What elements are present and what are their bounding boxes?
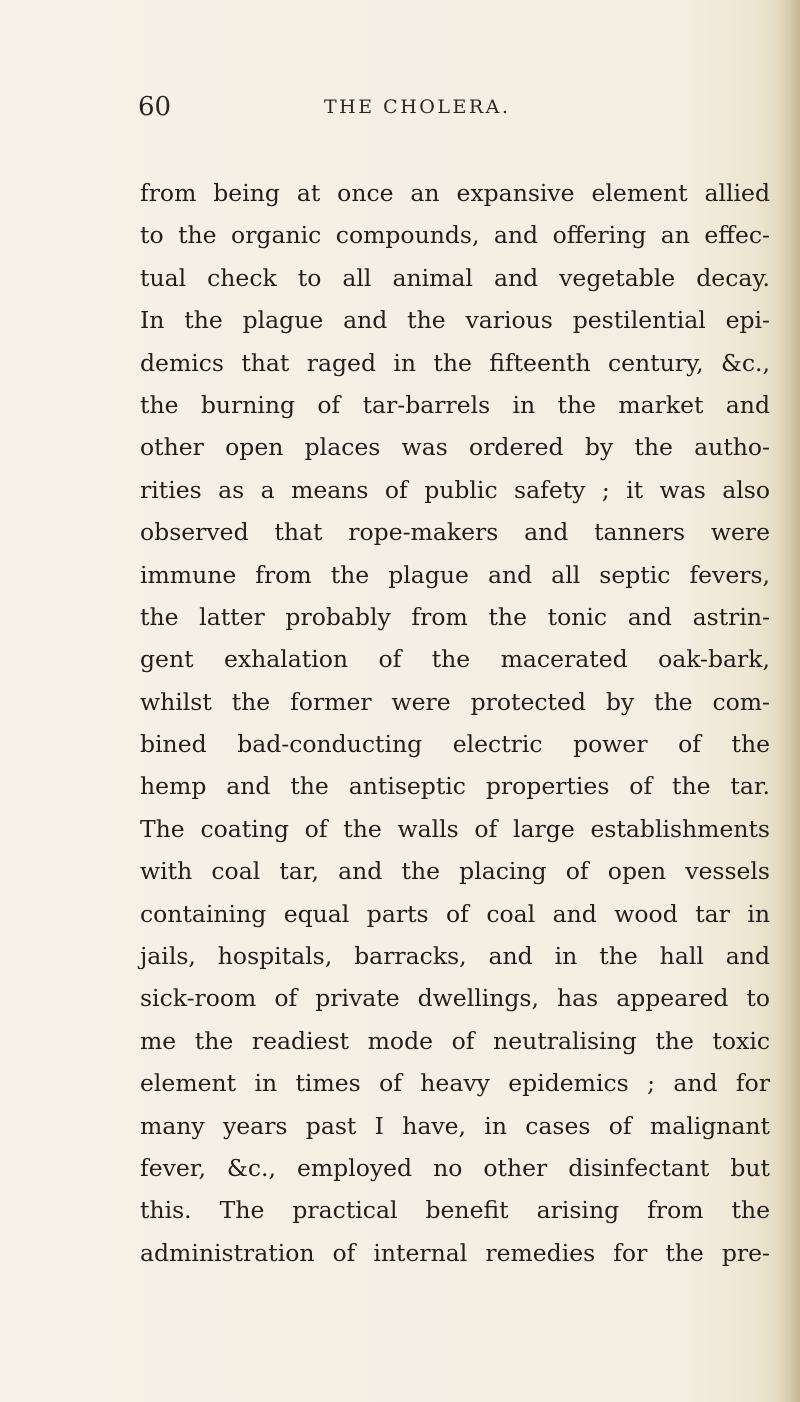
page-number: 60: [138, 92, 172, 122]
body-text: [140, 172, 770, 1274]
text-line: jails, hospitals, barracks, and in the hall and: [140, 942, 770, 971]
text-line: from being at once an expansive element allied: [140, 179, 770, 207]
text-line: administration of internal remedies for the pre-: [140, 1238, 770, 1267]
text-line: the latter probably from the tonic and astrin-: [140, 602, 770, 631]
text-line: other open places was ordered by the autho-: [140, 433, 770, 462]
text-line: this. The practical benefit arising from the: [140, 1196, 770, 1225]
text-line: fever, &c., employed no other disinfectant but: [140, 1153, 770, 1182]
text-line: bined bad-conducting electric power of the: [140, 730, 770, 759]
text-line: to the organic compounds, and offering an effec-: [140, 221, 770, 250]
text-line: whilst the former were protected by the com-: [140, 687, 770, 716]
text-line: gent exhalation of the macerated oak-bark,: [140, 645, 770, 674]
text-line: the burning of tar-barrels in the market and: [140, 390, 770, 419]
text-line: hemp and the antiseptic properties of the tar.: [140, 772, 770, 801]
text-line: immune from the plague and all septic fevers,: [140, 560, 770, 589]
text-line: observed that rope-makers and tanners were: [140, 518, 770, 547]
text-line: The coating of the walls of large establishments: [140, 814, 770, 843]
text-line: element in times of heavy epidemics ; and for: [140, 1069, 770, 1098]
text-line: tual check to all animal and vegetable decay.: [140, 263, 770, 292]
text-line: with coal tar, and the placing of open vessels: [140, 857, 770, 886]
page-header: [138, 92, 778, 126]
text-line: many years past I have, in cases of malignant: [140, 1111, 770, 1140]
text-line: containing equal parts of coal and wood tar in: [140, 899, 770, 928]
page-edge-shadow: [778, 0, 800, 1402]
text-line: rities as a means of public safety ; it was also: [140, 475, 770, 504]
text-line: demics that raged in the fifteenth century, &c.,: [140, 348, 770, 377]
text-line: In the plague and the various pestilential epi-: [140, 306, 770, 335]
text-line: me the readiest mode of neutralising the toxic: [140, 1026, 770, 1055]
running-head: THE CHOLERA.: [324, 96, 511, 118]
text-line: sick-room of private dwellings, has appeared to: [140, 984, 770, 1013]
